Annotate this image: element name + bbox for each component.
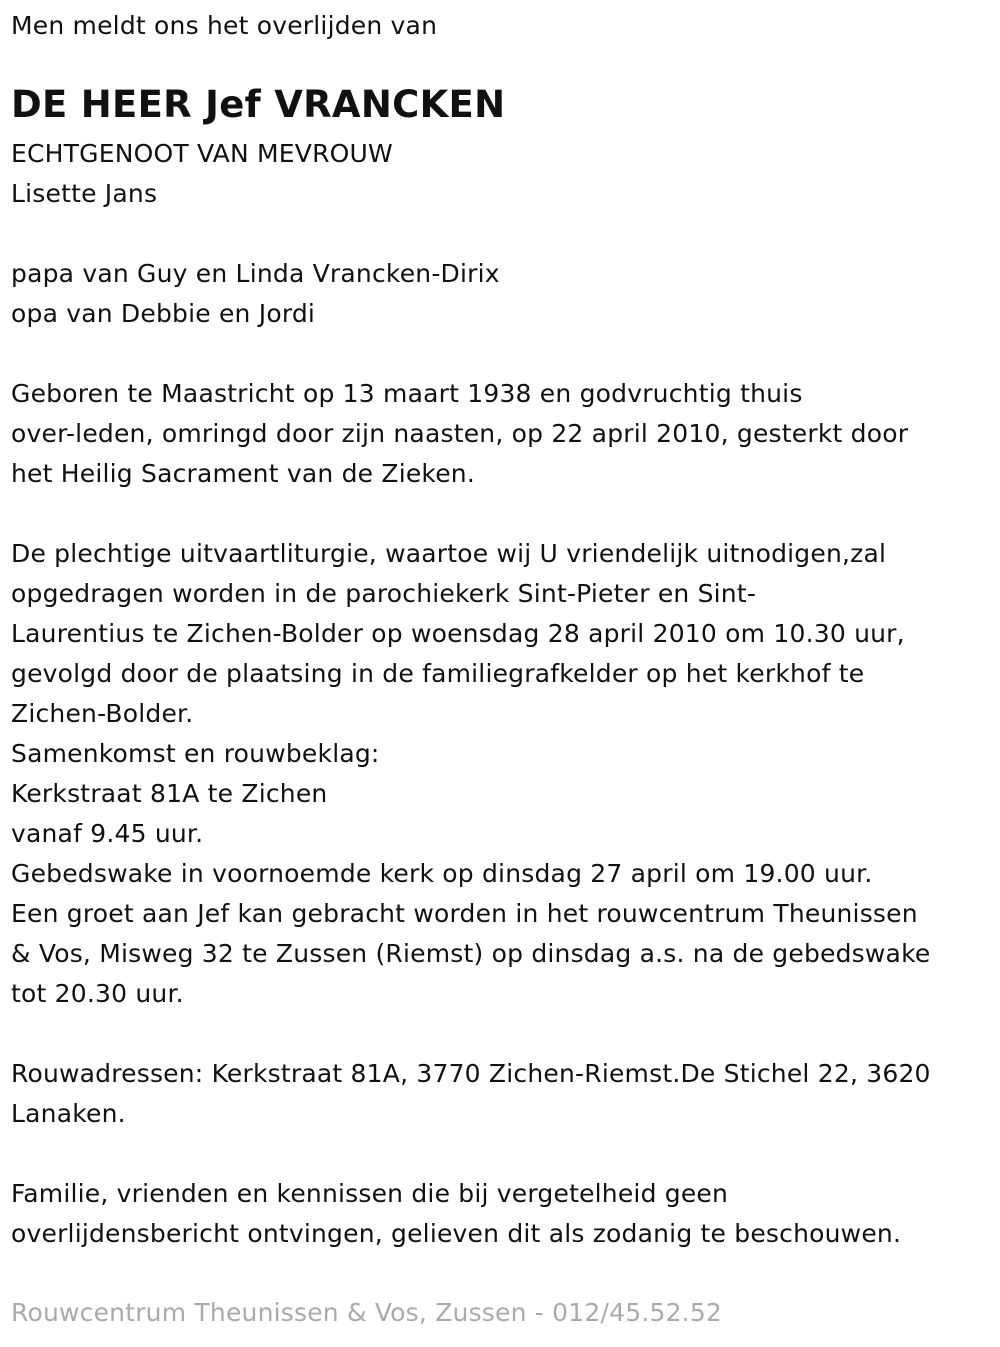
closing-line: Familie, vrienden en kennissen die bij vergetelheid geen bbox=[11, 1179, 729, 1208]
funeral-line: opgedragen worden in de parochiekerk Sint-Pieter en Sint- bbox=[11, 579, 757, 608]
funeral-line: Kerkstraat 81A te Zichen bbox=[11, 779, 328, 808]
funeral-line: gevolgd door de plaatsing in de familiegrafkelder op het kerkhof te bbox=[11, 659, 865, 688]
spouse-title: ECHTGENOOT VAN MEVROUW bbox=[11, 139, 393, 168]
funeral-line: & Vos, Misweg 32 te Zussen (Riemst) op dinsdag a.s. na de gebedswake bbox=[11, 939, 931, 968]
family-line: opa van Debbie en Jordi bbox=[11, 299, 316, 328]
funeral-line: De plechtige uitvaartliturgie, waartoe wij U vriendelijk uitnodigen,zal bbox=[11, 539, 887, 568]
spouse-name: Lisette Jans bbox=[11, 179, 158, 208]
funeral-line: Gebedswake in voornoemde kerk op dinsdag 27 april om 19.00 uur. bbox=[11, 859, 873, 888]
intro-text: Men meldt ons het overlijden van bbox=[11, 11, 438, 40]
family-line: papa van Guy en Linda Vrancken-Dirix bbox=[11, 259, 500, 288]
funeral-line: tot 20.30 uur. bbox=[11, 979, 184, 1008]
funeral-home-footer: Rouwcentrum Theunissen & Vos, Zussen - 012/45.52.52 bbox=[11, 1298, 723, 1327]
address-line: Lanaken. bbox=[11, 1099, 126, 1128]
birth-death-line: het Heilig Sacrament van de Zieken. bbox=[11, 459, 475, 488]
address-line: Rouwadressen: Kerkstraat 81A, 3770 Zichen-Riemst.De Stichel 22, 3620 bbox=[11, 1059, 931, 1088]
birth-death-line: over-leden, omringd door zijn naasten, op 22 april 2010, gesterkt door bbox=[11, 419, 909, 448]
funeral-line: Laurentius te Zichen-Bolder op woensdag 28 april 2010 om 10.30 uur, bbox=[11, 619, 905, 648]
funeral-line: vanaf 9.45 uur. bbox=[11, 819, 204, 848]
birth-death-line: Geboren te Maastricht op 13 maart 1938 en godvruchtig thuis bbox=[11, 379, 803, 408]
funeral-line: Een groet aan Jef kan gebracht worden in het rouwcentrum Theunissen bbox=[11, 899, 918, 928]
closing-line: overlijdensbericht ontvingen, gelieven dit als zodanig te beschouwen. bbox=[11, 1219, 902, 1248]
funeral-line: Samenkomst en rouwbeklag: bbox=[11, 739, 380, 768]
deceased-name: DE HEER Jef VRANCKEN bbox=[11, 83, 506, 126]
funeral-line: Zichen-Bolder. bbox=[11, 699, 194, 728]
